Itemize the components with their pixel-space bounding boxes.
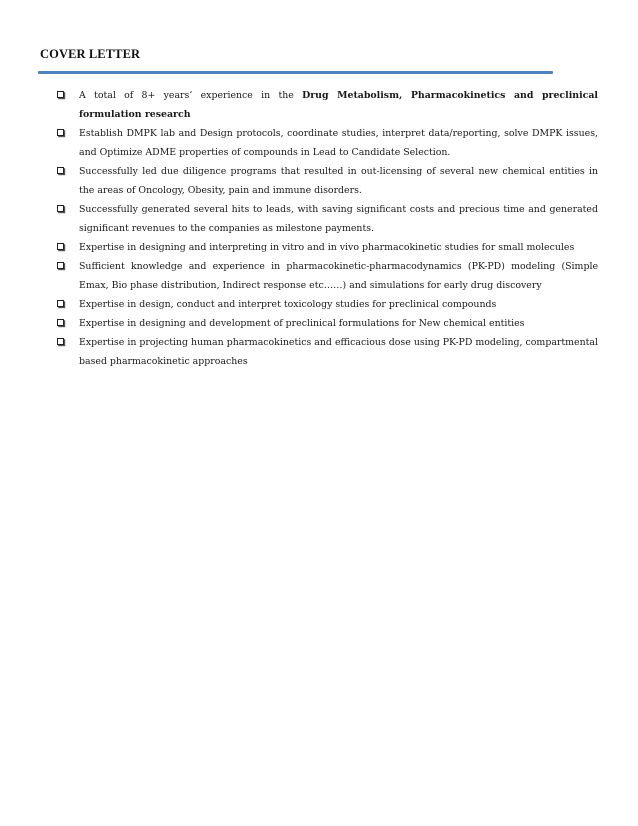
checkbox-bullet-icon	[57, 300, 64, 307]
item-text: Expertise in design, conduct and interpret toxicology studies for preclinical compounds	[79, 299, 497, 310]
item-text: A total of 8+ years’ experience in the	[79, 90, 303, 101]
checkbox-bullet-icon	[57, 129, 64, 136]
item-text: Sufficient knowledge and experience in pharmacokinetic-pharmacodynamics (PK-PD) modeling (Simple Emax, Bio phase distribution, Indirect response etc……) and simulations for early drug discovery	[79, 261, 598, 291]
list-item	[57, 200, 598, 238]
item-text: Expertise in designing and interpreting in vitro and in vivo pharmacokinetic studies for small molecules	[79, 242, 575, 253]
list-item	[57, 238, 598, 257]
item-text: Successfully generated several hits to leads, with saving significant costs and precious time and generated significant revenues to the companies as milestone payments.	[79, 204, 598, 234]
checkbox-bullet-icon	[57, 319, 64, 326]
checkbox-bullet-icon	[57, 262, 64, 269]
list-item	[57, 162, 598, 200]
list-item	[57, 124, 598, 162]
heading-divider	[38, 71, 553, 74]
item-text: Expertise in projecting human pharmacokinetics and efficacious dose using PK-PD modeling, compartmental based pharmacokinetic approaches	[79, 337, 598, 367]
list-item	[57, 333, 598, 371]
item-text: Successfully led due diligence programs that resulted in out-licensing of several new chemical entities in the areas of Oncology, Obesity, pain and immune disorders.	[79, 166, 598, 196]
checkbox-bullet-icon	[57, 205, 64, 212]
item-text: Expertise in designing and development of preclinical formulations for New chemical entities	[79, 318, 525, 329]
list-item	[57, 314, 598, 333]
checkbox-bullet-icon	[57, 338, 64, 345]
checkbox-bullet-icon	[57, 243, 64, 250]
list-item	[57, 257, 598, 295]
page-title: COVER LETTER	[40, 47, 141, 61]
checkbox-bullet-icon	[57, 167, 64, 174]
item-text-emphasis: Drug Metabolism, Pharmacokinetics and preclinical formulation research	[79, 90, 598, 120]
item-text: Establish DMPK lab and Design protocols, coordinate studies, interpret data/reporting, solve DMPK issues, and Optimize ADME properties of compounds in Lead to Candidate Selection.	[79, 128, 598, 158]
checkbox-bullet-icon	[57, 91, 64, 98]
experience-list	[57, 86, 598, 371]
list-item	[57, 86, 598, 124]
list-item	[57, 295, 598, 314]
